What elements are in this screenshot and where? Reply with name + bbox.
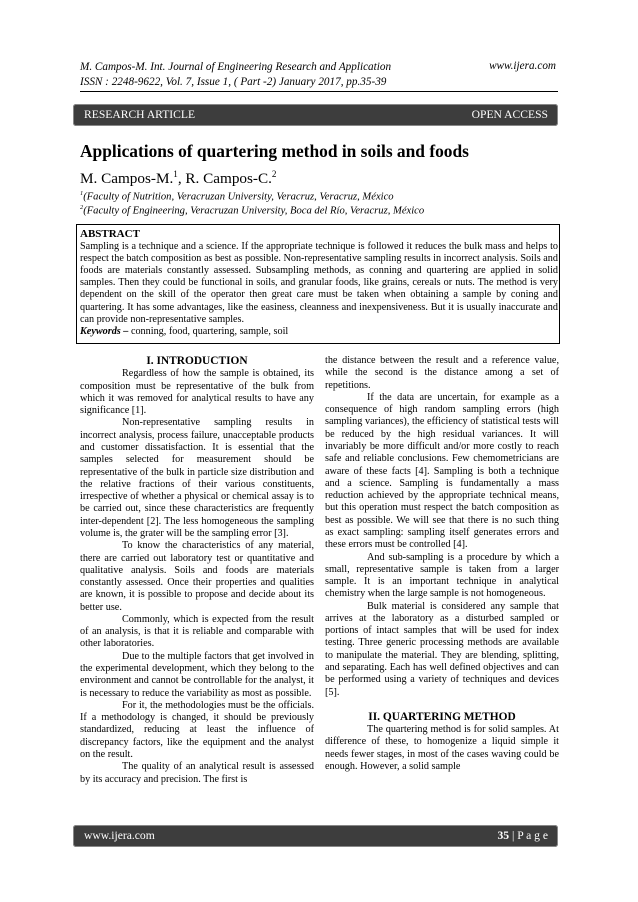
paragraph: Commonly, which is expected from the result of an analysis, is that it is reliable and comparable with other laboratories. bbox=[80, 613, 314, 650]
abstract-heading: ABSTRACT bbox=[80, 228, 140, 240]
right-column bbox=[325, 355, 559, 773]
paragraph: Due to the multiple factors that get involved in the experimental development, which they belong to the environment and cannot be controllable for the analyst, it is necessary to reduce the variability as most as possible. bbox=[80, 650, 314, 699]
journal-citation-line1: M. Campos-M. Int. Journal of Engineering Research and Application bbox=[80, 61, 392, 73]
affiliation-2 bbox=[80, 204, 424, 217]
affiliation-1-text: (Faculty of Nutrition, Veracruzan University, Veracruz, Veracruz, México bbox=[83, 191, 394, 203]
paragraph: For it, the methodologies must be the officials. If a methodology is changed, it should be previously standardized, reducing at least the influence of discrepancy factors, like the equipment and the analyst on the result. bbox=[80, 699, 314, 760]
journal-header bbox=[80, 60, 391, 90]
paragraph: The quartering method is for solid samples. At difference of these, to homogenize a liquid simple it needs fewer stages, in most of the cases waving could be enough. However, a solid sample bbox=[325, 724, 559, 772]
left-column bbox=[80, 355, 314, 786]
journal-citation-line2: ISSN : 2248-9622, Vol. 7, Issue 1, ( Part -2) January 2017, pp.35-39 bbox=[80, 76, 387, 88]
page-label: | P a g e bbox=[509, 829, 548, 842]
footer-website: www.ijera.com bbox=[84, 829, 155, 842]
abstract bbox=[80, 228, 558, 338]
affiliation-1-mark: 1 bbox=[80, 190, 84, 197]
affiliation-2-mark: 2 bbox=[80, 204, 84, 211]
page-number: 35 bbox=[497, 829, 510, 842]
research-article-label: RESEARCH ARTICLE bbox=[84, 108, 196, 121]
author-separator: , bbox=[177, 170, 186, 188]
paragraph: the distance between the result and a reference value, while the second is the distance among a set of repetitions. bbox=[325, 355, 559, 391]
paragraph: Non-representative sampling results in incorrect analysis, process failure, unacceptable products and customer dissatisfaction. It is essential that the samples selected for measurement should be representative of the bulk in particle size distribution and the relative fractions of their various constituents, irrespective of whether a physical or chemical assay is to be carried out, since these characteristics are frequently inter-dependent [2]. The less homogeneous the sampling volume is, the grater will be the sampling error [3]. bbox=[80, 417, 314, 539]
header-rule bbox=[80, 91, 558, 92]
open-access-label: OPEN ACCESS bbox=[471, 108, 548, 121]
affiliation-2-text: (Faculty of Engineering, Veracruzan University, Boca del Río, Veracruz, México bbox=[83, 205, 425, 217]
section-heading-quartering-method: II. QUARTERING METHOD bbox=[368, 710, 516, 723]
section-heading-introduction: I. INTRODUCTION bbox=[146, 355, 248, 367]
paragraph: Bulk material is considered any sample that arrives at the laboratory as a disturbed sampled or portions of intact samples that will be used for index testing. Three generic processing methods are available to manipulate the material. They are blending, splitting, and separating. Each has well defined objectives and can be performed using a variety of techniques and devices [5]. bbox=[325, 600, 559, 698]
keywords bbox=[80, 326, 558, 338]
author-list bbox=[80, 169, 276, 188]
affiliation-1 bbox=[80, 190, 394, 203]
author-2: R. Campos-C. bbox=[185, 170, 272, 188]
paragraph: If the data are uncertain, for example as a consequence of high random sampling errors (high sampling variances), the efficiency of statistical tests will be reduced by the high residual variances. It will invariably be more difficult and/or more costly to reach safe and reliable conclusions. Few chemometricians are aware of these facts [4]. Sampling is both a technique and a science. Sampling is fundamentally a mass reduction achieved by the appropriate technical means, but this operation must respect the batch composition as best as possible. We will see that there is no such thing as exact sampling: sampling itself generates errors and these errors must be controlled [4]. bbox=[325, 391, 559, 551]
keywords-label: Keywords – bbox=[80, 325, 129, 337]
page-indicator bbox=[497, 829, 548, 842]
page-footer bbox=[73, 825, 558, 847]
header-website: www.ijera.com bbox=[489, 60, 556, 72]
abstract-text: Sampling is a technique and a science. If the appropriate technique is followed it reduces the bulk mass and helps to respect the batch composition as best as possible. Non-representative sampling results in incorrect analysis. Soils and foods are materials constantly assessed. Subsampling methods, as conning and quartering are applied in solid samples. Then they could be functional in soils, and granular foods, like grains, cereals or nuts. The method is very dependent on the skill of the operator then great care must be taken when obtaining a sample by coning and quartering. It has some advantages, like the easiness, cleanness and inexpensiveness. But it is usually inaccurate and can provide non-representative samples. bbox=[80, 241, 558, 325]
keywords-list: conning, food, quartering, sample, soil bbox=[128, 325, 289, 337]
author-1-affiliation-mark: 1 bbox=[173, 169, 178, 179]
paragraph: Regardless of how the sample is obtained, its composition must be representative of the bulk from which it was removed for analytical results to have any significance [1]. bbox=[80, 368, 314, 417]
paragraph: To know the characteristics of any material, there are carried out laboratory test or quantitative and qualitative analysis. Soils and foods are materials constantly assessed. Once their properties and qualities are known, it is possible to propose and decide about its better use. bbox=[80, 540, 314, 613]
paragraph: And sub-sampling is a procedure by which a small, representative sample is taken from a larger sample. It is an important technique in analytical chemistry when the large sample is not homogeneous. bbox=[325, 551, 559, 600]
author-1: M. Campos-M. bbox=[80, 170, 174, 188]
author-2-affiliation-mark: 2 bbox=[271, 169, 277, 179]
article-title: Applications of quartering method in soils and foods bbox=[80, 141, 469, 161]
article-type-banner bbox=[73, 104, 558, 126]
paragraph: The quality of an analytical result is assessed by its accuracy and precision. The first is bbox=[80, 761, 314, 785]
